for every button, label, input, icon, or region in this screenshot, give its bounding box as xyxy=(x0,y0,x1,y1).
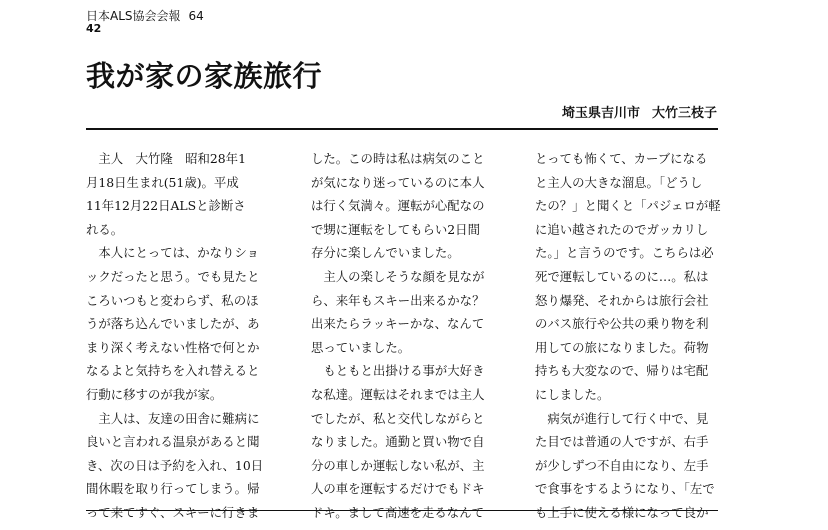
text-column-3 xyxy=(535,147,731,525)
running-header xyxy=(86,9,204,35)
text-line: き、次の日は予約を入れ、10日 xyxy=(86,457,264,473)
text-line: た。」と言うのです。こちらは必 xyxy=(535,245,714,261)
article-title: 我が家の家族旅行 xyxy=(86,59,323,93)
text-line: 用しての旅になりました。荷物 xyxy=(535,339,709,355)
text-line: 主人 大竹隆 昭和28年1 xyxy=(86,151,246,166)
text-line: 出来たらラッキーかな、なんて xyxy=(311,316,485,332)
publication-name: 日本ALS協会会報 xyxy=(86,9,181,23)
text-line: た目では普通の人ですが、右手 xyxy=(535,434,709,450)
text-line: に追い越されたのでガッカリし xyxy=(535,221,709,237)
text-line: まり深く考えない性格で何とか xyxy=(86,339,260,355)
text-line: が気になり迷っているのに本人 xyxy=(311,174,485,190)
text-line: 主人は、友達の田舎に難病に xyxy=(86,410,260,426)
text-line: にしました。 xyxy=(535,386,610,402)
text-line: が少しずつ不自由になり、左手 xyxy=(535,457,709,473)
text-line: で食事をするようになり、「左で xyxy=(535,481,715,497)
text-line: とっても怖くて、カーブになる xyxy=(535,151,708,166)
text-line: 月18日生まれ(51歳)。平成 xyxy=(86,174,239,190)
text-line: 人の車を運転するだけでもドキ xyxy=(311,481,485,497)
text-line: も上手に使える様になって良か xyxy=(535,504,709,520)
text-line: は行く気満々。運転が心配なの xyxy=(311,198,485,214)
text-line: もともと出掛ける事が大好き xyxy=(311,363,485,379)
text-line: のバス旅行や公共の乗り物を利 xyxy=(535,316,709,332)
author-name: 大竹三枝子 xyxy=(651,106,717,121)
text-line: 本人にとっては、かなりショ xyxy=(86,245,259,261)
text-line: ックだったと思う。でも見たと xyxy=(86,268,260,284)
text-line: 思っていました。 xyxy=(311,339,411,355)
text-line: なりました。通勤と買い物で自 xyxy=(311,434,485,450)
text-line: でしたが、私と交代しながらと xyxy=(311,410,485,426)
bottom-divider xyxy=(86,510,718,511)
text-line: たの？」と聞くと「パジェロが軽 xyxy=(535,198,721,214)
text-line: 死で運転しているのに…。私は xyxy=(535,268,709,284)
text-line: 存分に楽しんでいました。 xyxy=(311,245,460,261)
text-line: 間休暇を取り行ってしまう。帰 xyxy=(86,481,260,497)
publication-line xyxy=(86,9,204,23)
title-divider xyxy=(86,128,718,130)
text-line: ドキ。まして高速を走るなんて xyxy=(311,504,484,520)
issue-number: 64 xyxy=(188,9,204,23)
text-line: 11年12月22日ALSと診断さ xyxy=(86,198,246,214)
page-number: 42 xyxy=(86,22,102,35)
author-byline xyxy=(562,106,717,122)
text-line: って来てすぐ、スキーに行きま xyxy=(86,504,260,520)
text-line: なるよと気持ちを入れ替えると xyxy=(86,363,260,379)
text-line: 良いと言われる温泉があると聞 xyxy=(86,434,260,450)
text-line: で甥に運転をしてもらい2日間 xyxy=(311,221,480,237)
text-line: 病気が進行して行く中で、見 xyxy=(535,410,709,426)
author-place: 埼玉県吉川市 xyxy=(561,106,640,121)
text-line: れる。 xyxy=(86,221,124,237)
text-line: と主人の大きな溜息。「どうし xyxy=(535,174,703,190)
text-column-1 xyxy=(86,147,282,525)
text-line: な私達。運転はそれまでは主人 xyxy=(311,386,485,402)
text-line: うが落ち込んでいましたが、あ xyxy=(86,316,260,332)
text-line: 持ちも大変なので、帰りは宅配 xyxy=(535,363,709,379)
text-column-2 xyxy=(311,147,507,525)
text-line: ら、来年もスキー出来るかな？ xyxy=(311,292,485,308)
text-line: 行動に移すのが我が家。 xyxy=(86,386,223,402)
text-line: 主人の楽しそうな顔を見なが xyxy=(311,268,485,284)
text-line: した。この時は私は病気のこと xyxy=(311,151,485,166)
text-line: 怒り爆発、それからは旅行会社 xyxy=(535,292,709,308)
text-line: ころいつもと変わらず、私のほ xyxy=(86,292,259,308)
text-line: 分の車しか運転しない私が、主 xyxy=(311,457,485,473)
